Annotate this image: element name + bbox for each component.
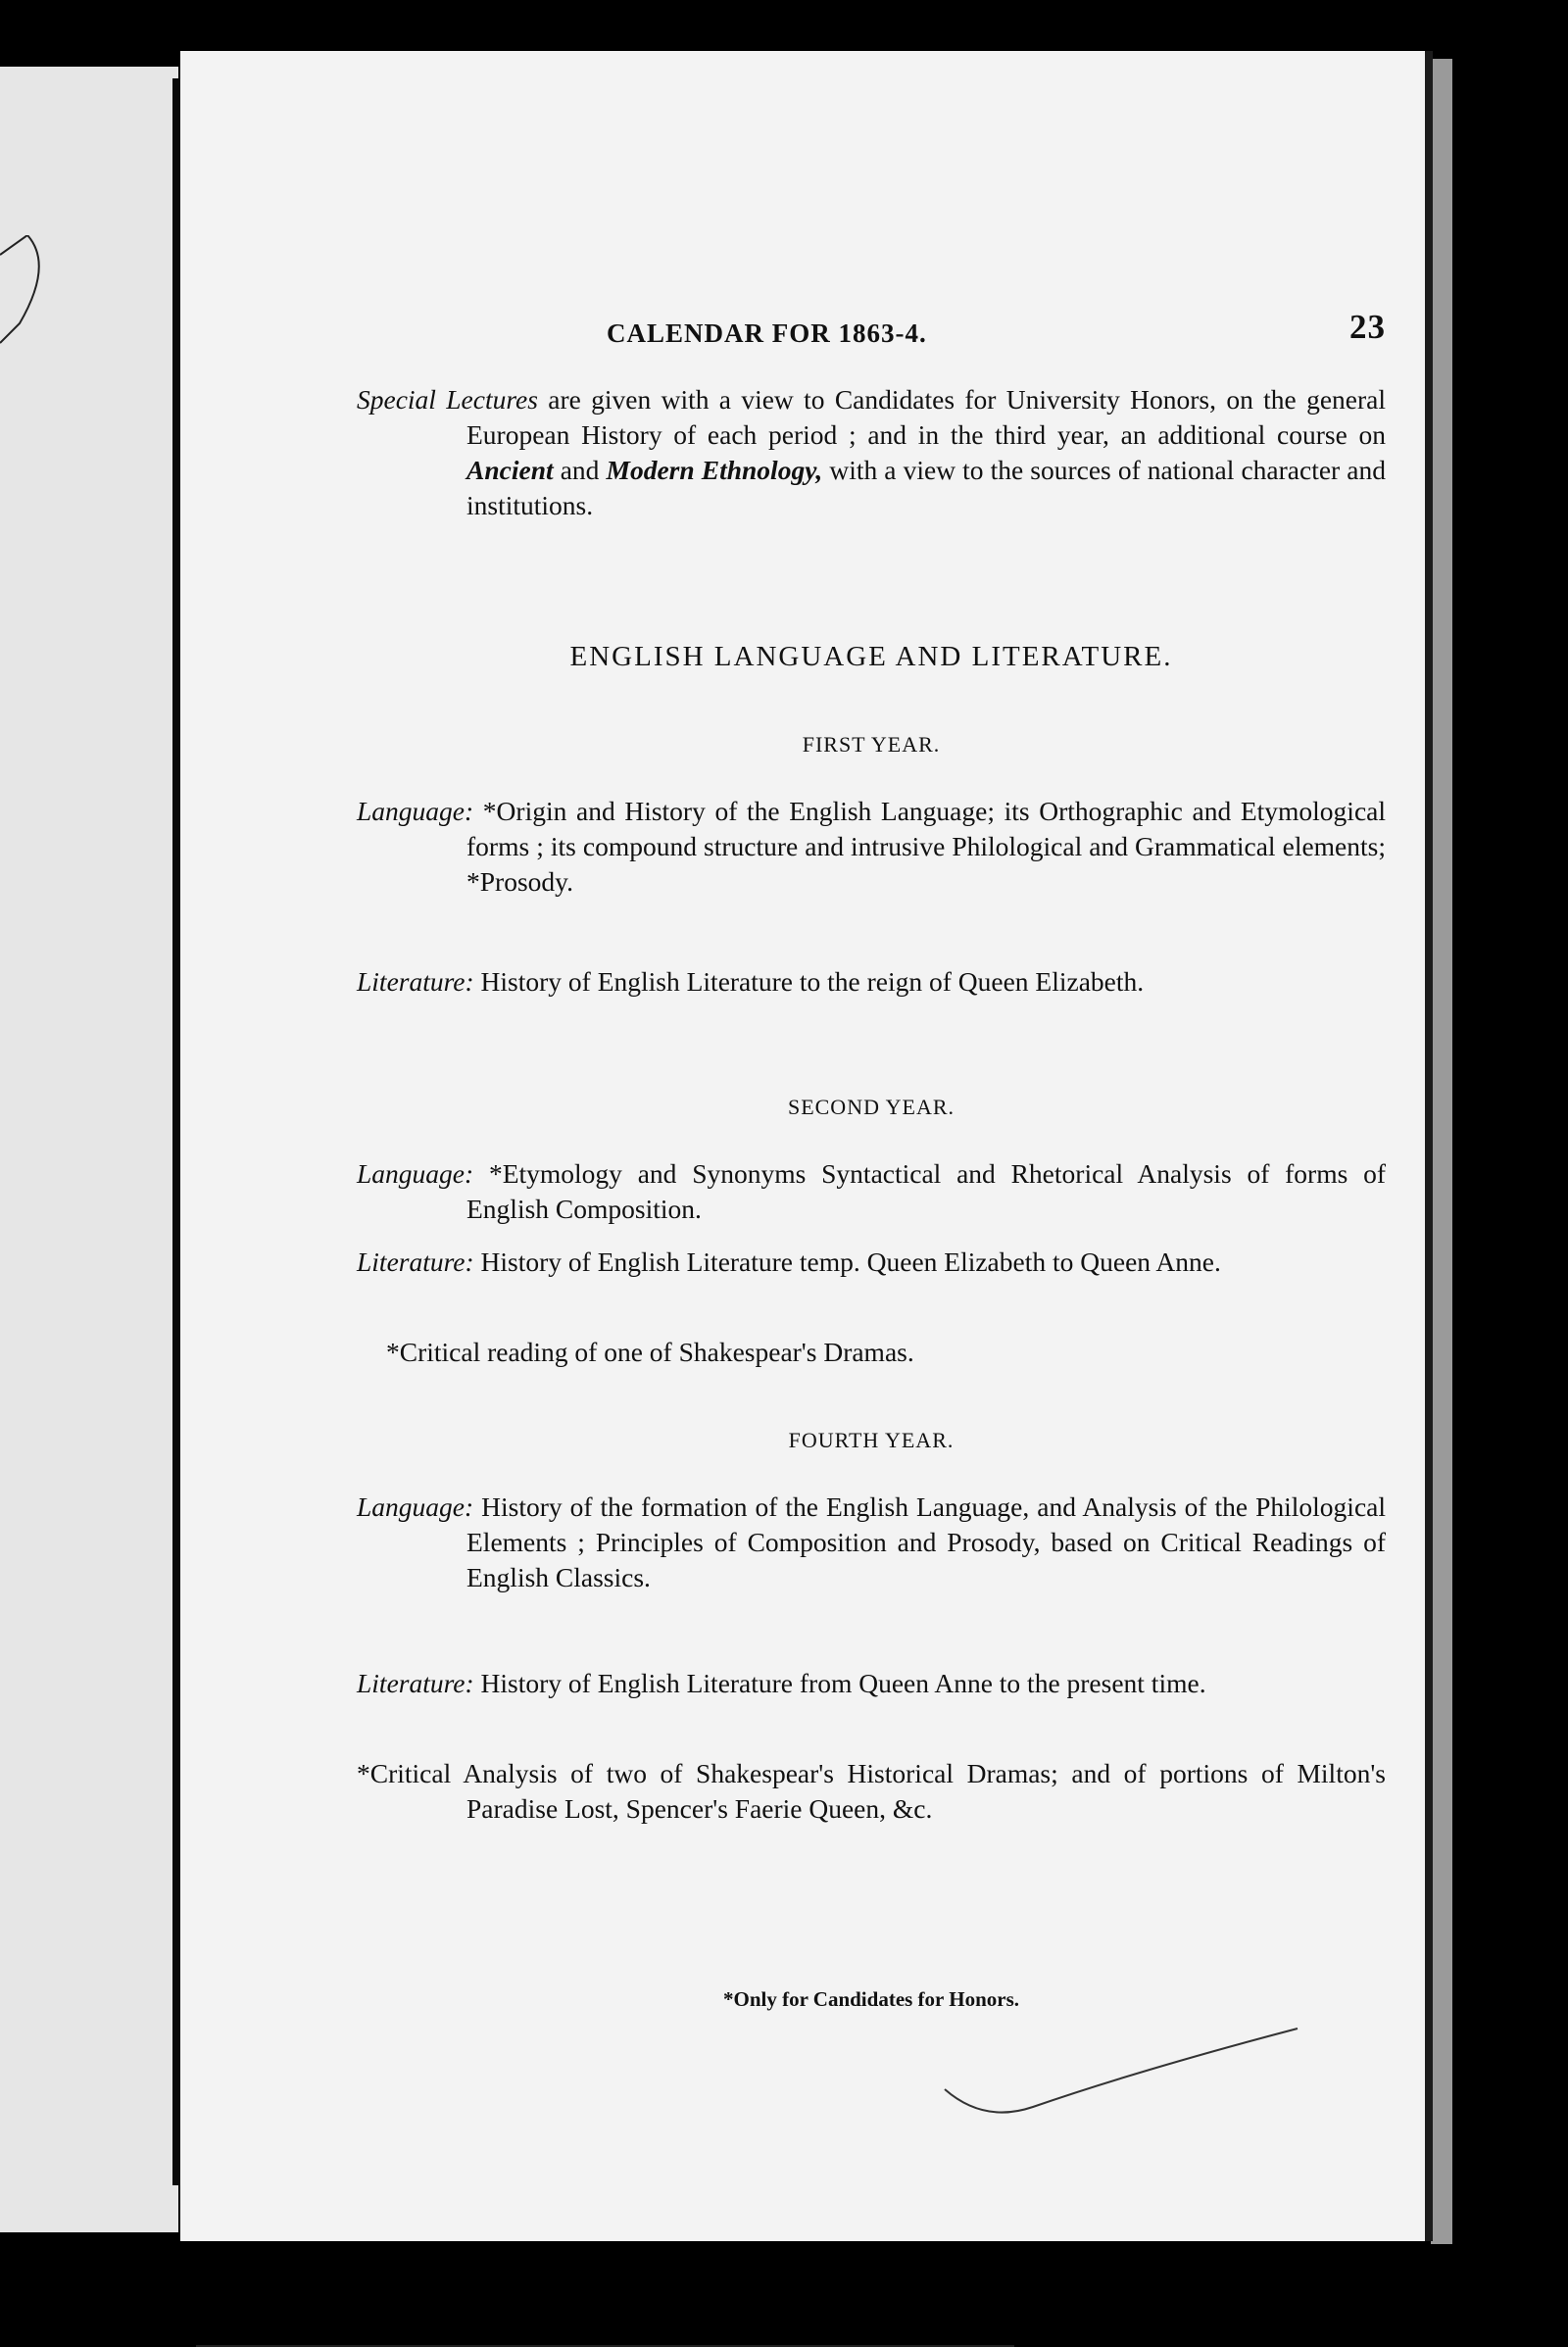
section-title: ENGLISH LANGUAGE AND LITERATURE. bbox=[569, 641, 1173, 672]
second-year-literature bbox=[357, 1245, 1386, 1280]
header-title: CALENDAR FOR 1863-4. bbox=[607, 318, 927, 348]
language-label: Language: bbox=[357, 1158, 474, 1189]
fourth-year-language-text: History of the formation of the English Language, and Analysis of the Philological Elements ; Principles of Composition and Prosody, based on Critical Readings of English Classics. bbox=[466, 1491, 1386, 1592]
page-number: 23 bbox=[1349, 308, 1386, 346]
pencil-mark bbox=[925, 2001, 1337, 2138]
intro-text-1: are given with a view to Candidates for University Honors, on the general European History of each period ; and in the third year, an additional course on bbox=[466, 384, 1386, 450]
intro-text-3: with a view to the sources of national character and institutions. bbox=[466, 455, 1386, 520]
literature-label: Literature: bbox=[357, 1668, 474, 1698]
special-lectures-label: Special Lectures bbox=[357, 384, 538, 415]
intro-text-2: and bbox=[553, 455, 607, 485]
margin-pencil-mark bbox=[0, 235, 69, 372]
special-lectures-paragraph bbox=[357, 382, 1386, 523]
page-edge-shadow bbox=[1431, 59, 1452, 2244]
fourth-year-language bbox=[357, 1490, 1386, 1595]
first-year-literature bbox=[357, 964, 1386, 1000]
running-header bbox=[357, 308, 1386, 365]
binding-gutter bbox=[172, 78, 180, 2185]
second-year-language-text: *Etymology and Synonyms Syntactical and Rhetorical Analysis of forms of English Composition. bbox=[466, 1158, 1386, 1224]
fourth-year-heading: FOURTH YEAR. bbox=[788, 1428, 955, 1452]
first-year-literature-text: History of English Literature to the reign of Queen Elizabeth. bbox=[473, 966, 1145, 997]
first-year-language bbox=[357, 794, 1386, 900]
literature-label: Literature: bbox=[357, 966, 474, 997]
second-year-heading: SECOND YEAR. bbox=[787, 1095, 956, 1119]
fourth-year-literature-text: History of English Literature from Queen Anne to the present time. bbox=[473, 1668, 1206, 1698]
second-year-language bbox=[357, 1156, 1386, 1227]
second-year-literature-text: History of English Literature temp. Queen Elizabeth to Queen Anne. bbox=[473, 1247, 1221, 1277]
first-year-heading: FIRST YEAR. bbox=[802, 732, 941, 757]
fourth-year-critical: *Critical Analysis of two of Shakespear's Historical Dramas; and of portions of Milton's Paradise Lost, Spencer's Faerie Queen, &c. bbox=[357, 1758, 1386, 1824]
intro-modern-ethnology: Modern Ethnology, bbox=[606, 455, 823, 485]
literature-label: Literature: bbox=[357, 1247, 474, 1277]
facing-page-edge bbox=[0, 67, 178, 2232]
scanned-page bbox=[180, 51, 1433, 2241]
language-label: Language: bbox=[357, 796, 474, 826]
fourth-year-literature bbox=[357, 1666, 1386, 1701]
language-label: Language: bbox=[357, 1491, 474, 1522]
footnote: *Only for Candidates for Honors. bbox=[723, 1987, 1019, 2011]
first-year-language-text: *Origin and History of the English Language; its Orthographic and Etymological forms ; its compound structure and intrusive Philological and Grammatical elements; *Prosody. bbox=[466, 796, 1386, 897]
intro-ancient: Ancient bbox=[466, 455, 554, 485]
second-year-critical: *Critical reading of one of Shakespear's Dramas. bbox=[386, 1337, 914, 1367]
